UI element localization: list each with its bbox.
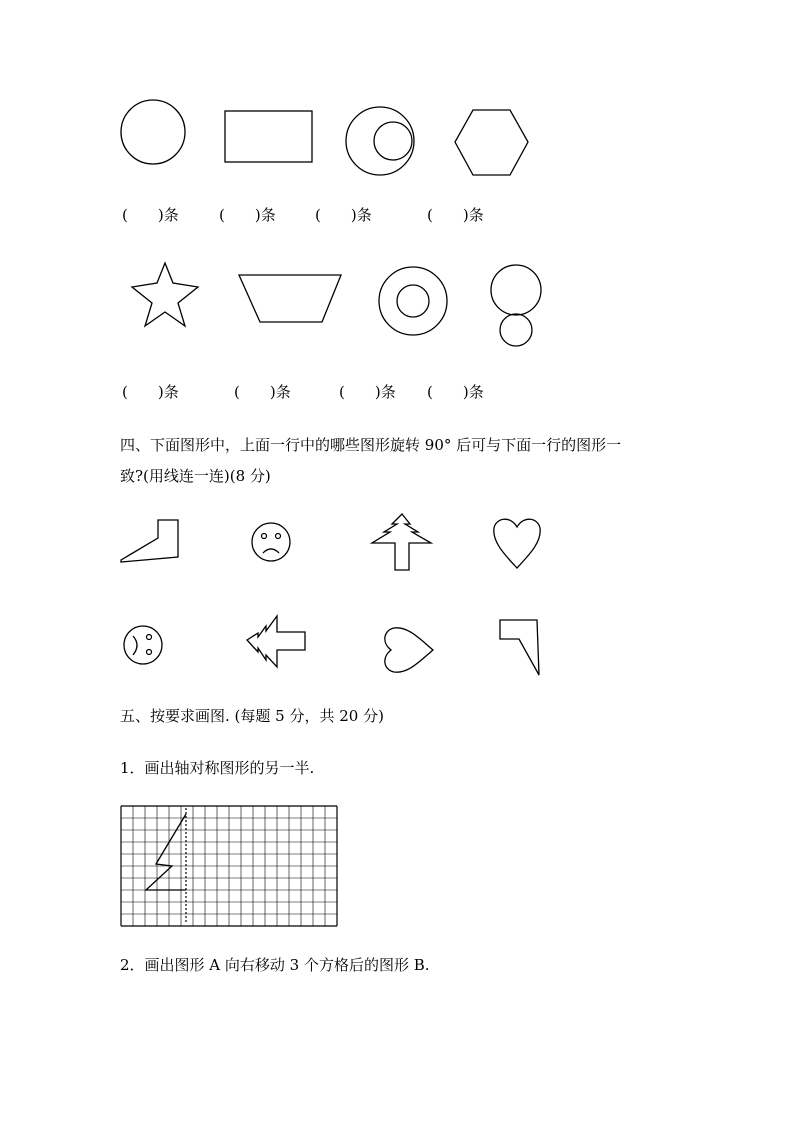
section4-title-line2: 致?(用线连一连)(8 分)	[120, 467, 271, 485]
heart-upper	[494, 519, 540, 568]
two-circles-shape	[346, 107, 414, 175]
boot-shape-lower-rotated	[500, 620, 539, 675]
tree-arrow-lower-rotated	[247, 616, 305, 667]
snowman-circles-shape	[491, 265, 541, 346]
heart-lower-rotated	[385, 628, 433, 672]
answer-blank-snowman[interactable]: ( )条	[427, 383, 484, 401]
rectangle-shape	[225, 111, 312, 162]
answer-blank-star[interactable]: ( )条	[122, 383, 179, 401]
section4-title-line1: 四、下面图形中，上面一行中的哪些图形旋转 90° 后可与下面一行的图形一	[120, 436, 622, 454]
hexagon-shape	[455, 110, 528, 175]
circle-shape	[121, 100, 185, 164]
sad-face-lower-rotated	[124, 626, 162, 664]
answer-blank-rectangle[interactable]: ( )条	[219, 206, 276, 224]
section5-title: 五、按要求画图. (每题 5 分，共 20 分)	[120, 707, 384, 725]
section5-q2: 2．画出图形 A 向右移动 3 个方格后的图形 B.	[120, 956, 430, 974]
trapezoid-shape	[239, 275, 341, 322]
grid-paper	[121, 806, 337, 926]
star-shape	[132, 263, 198, 326]
boot-shape-upper	[121, 520, 178, 562]
answer-blank-circle[interactable]: ( )条	[122, 206, 179, 224]
sad-face-upper	[252, 523, 290, 561]
section5-q1: 1．画出轴对称图形的另一半.	[120, 759, 315, 777]
half-figure	[146, 814, 186, 890]
answer-blank-hexagon[interactable]: ( )条	[427, 206, 484, 224]
tree-arrow-upper	[372, 514, 431, 570]
answer-blank-trapezoid[interactable]: ( )条	[234, 383, 291, 401]
answer-blank-two-circles[interactable]: ( )条	[315, 206, 372, 224]
concentric-circles-shape	[379, 267, 447, 335]
answer-blank-concentric[interactable]: ( )条	[339, 383, 396, 401]
